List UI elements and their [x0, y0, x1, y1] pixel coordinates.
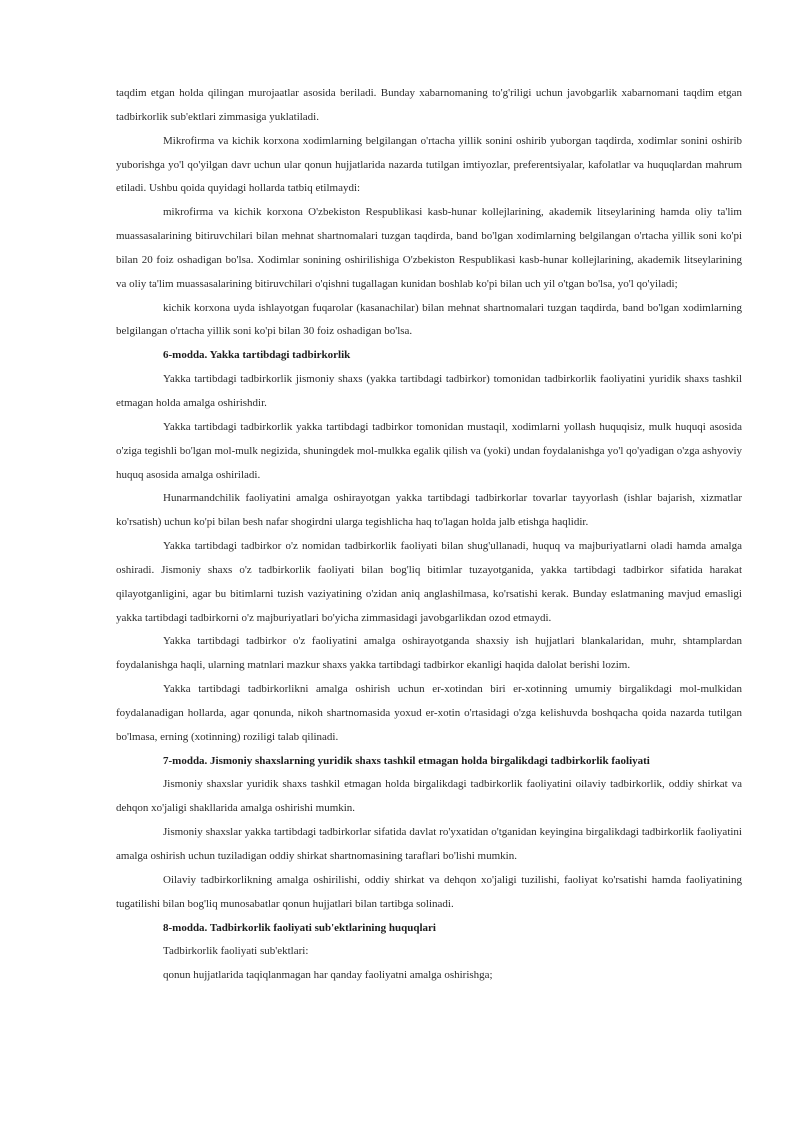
paragraph: Mikrofirma va kichik korxona xodimlarning belgilangan o'rtacha yillik sonini oshirib yuborgan taqdirda, xodimlar sonini oshirib yuborishga yo'l qo'yilgan davr uchun ular qonun hujjatlarida nazarda tutilgan imtiyozlar, preferentsiyalar, kafolatlar va huquqlardan mahrum etiladi. Ushbu qoida quyidagi hollarda tatbiq etilmaydi: — [116, 134, 742, 195]
paragraph: taqdim etgan holda qilingan murojaatlar asosida beriladi. Bunday xabarnomaning to'g'riligi uchun javobgarlik xabarnomani taqdim etgan tadbirkorlik sub'ektlari zimmasiga yuklatiladi. — [116, 87, 742, 123]
article-heading: 7-modda. Jismoniy shaxslarning yuridik shaxs tashkil etmagan holda birgalikdagi tadbirkorlik faoliyati — [163, 754, 650, 767]
paragraph: kichik korxona uyda ishlayotgan fuqarolar (kasanachilar) bilan mehnat shartnomalari tuzgan taqdirda, band bo'lgan xodimlarning belgilangan o'rtacha yillik soni ko'pi bilan 30 foiz oshadigan bo'lsa. — [116, 301, 742, 338]
paragraph: Oilaviy tadbirkorlikning amalga oshirilishi, oddiy shirkat va dehqon xo'jaligi tuzilishi, faoliyat ko'rsatishi hamda faoliyatining tugatilishi bilan bog'liq munosabatlar qonun hujjatlari bilan tartibga solinadi. — [116, 873, 742, 910]
paragraph: Jismoniy shaxslar yuridik shaxs tashkil etmagan holda birgalikdagi tadbirkorlik faoliyatini oilaviy tadbirkorlik, oddiy shirkat va dehqon xo'jaligi shakllarida amalga oshirishi mumkin. — [116, 778, 742, 815]
article-heading: 8-modda. Tadbirkorlik faoliyati sub'ektlarining huquqlari — [163, 921, 436, 934]
paragraph: Yakka tartibdagi tadbirkorlik jismoniy shaxs (yakka tartibdagi tadbirkor) tomonidan tadbirkorlik faoliyatini yuridik shaxs tashkil etmagan holda amalga oshirishdir. — [116, 373, 742, 409]
paragraph: Yakka tartibdagi tadbirkor o'z nomidan tadbirkorlik faoliyati bilan shug'ullanadi, huquq va majburiyatlarni oladi hamda amalga oshiradi. Jismoniy shaxs o'z tadbirkorlik faoliyati bilan bog'liq bitimlar tuzayotganida, yakka tartibdagi tadbirkor sifatida harakat qilayotganligini, agar bu bitimlarni tuzish vaziyatining o'zidan aniq anglashilmasa, ko'rsatishi kerak. Bunday eslatmaning mavjud emasligi yakka tartibdagi tadbirkorni o'z majburiyatlari bo'yicha zimmasidagi javobgarlikdan ozod etmaydi. — [116, 540, 742, 624]
paragraph: Yakka tartibdagi tadbirkorlik yakka tartibdagi tadbirkor tomonidan mustaqil, xodimlarni yollash huquqisiz, mulk huquqi asosida o'ziga tegishli bo'lgan mol-mulk negizida, shuningdek mol-mulkka egalik qilish va (yoki) undan foydalanishga yo'l qo'yadigan o'zga ashyoviy huquq asosida amalga oshiriladi. — [116, 420, 742, 481]
paragraph: Tadbirkorlik faoliyati sub'ektlari: — [163, 945, 309, 958]
paragraph: qonun hujjatlarida taqiqlanmagan har qanday faoliyatni amalga oshirishga; — [163, 969, 493, 982]
paragraph: Jismoniy shaxslar yakka tartibdagi tadbirkorlar sifatida davlat ro'yxatidan o'tganidan keyingina birgalikdagi tadbirkorlik faoliyatini amalga oshirish uchun tuziladigan oddiy shirkat shartnomasining taraflari bo'lishi mumkin. — [116, 826, 742, 862]
paragraph: Yakka tartibdagi tadbirkorlikni amalga oshirish uchun er-xotindan biri er-xotinning umumiy birgalikdagi mol-mulkidan foydalanadigan hollarda, agar qonunda, nikoh shartnomasida yoxud er-xotin o'rtasidagi o'zga kelishuvda boshqacha qoida nazarda tutilgan bo'lmasa, erning (xotinning) roziligi talab qilinadi. — [116, 683, 742, 743]
paragraph: Hunarmandchilik faoliyatini amalga oshirayotgan yakka tartibdagi tadbirkorlar tovarlar tayyorlash (ishlar bajarish, xizmatlar ko'rsatish) uchun ko'pi bilan besh nafar shogirdni ularga tegishlicha haq to'lagan holda jalb etishga haqlidir. — [116, 492, 742, 529]
paragraph: mikrofirma va kichik korxona O'zbekiston Respublikasi kasb-hunar kollejlarining, akademik litseylarining hamda oliy ta'lim muassasalarining bitiruvchilari bilan mehnat shartnomalari tuzgan taqdirda, band bo'lgan xodimlarning belgilangan o'rtacha yillik soni ko'pi bilan 20 foiz oshadigan bo'lsa. Xodimlar sonining oshirilishiga O'zbekiston Respublikasi kasb-hunar kollejlarining, akademik litseylarining va oliy ta'lim muassasalarining bitiruvchilari o'qishni tugallagan kunidan boshlab ko'pi bilan uch yil o'tgan bo'lsa, yo'l qo'yiladi; — [116, 206, 742, 290]
paragraph: Yakka tartibdagi tadbirkor o'z faoliyatini amalga oshirayotganda shaxsiy ish hujjatlari blankalaridan, muhr, shtamplardan foydalanishga haqli, ularning matnlari mazkur shaxs yakka tartibdagi tadbirkor ekanligi haqida dalolat berishi lozim. — [116, 635, 742, 672]
document-body — [116, 82, 742, 988]
article-heading: 6-modda. Yakka tartibdagi tadbirkorlik — [163, 349, 351, 362]
